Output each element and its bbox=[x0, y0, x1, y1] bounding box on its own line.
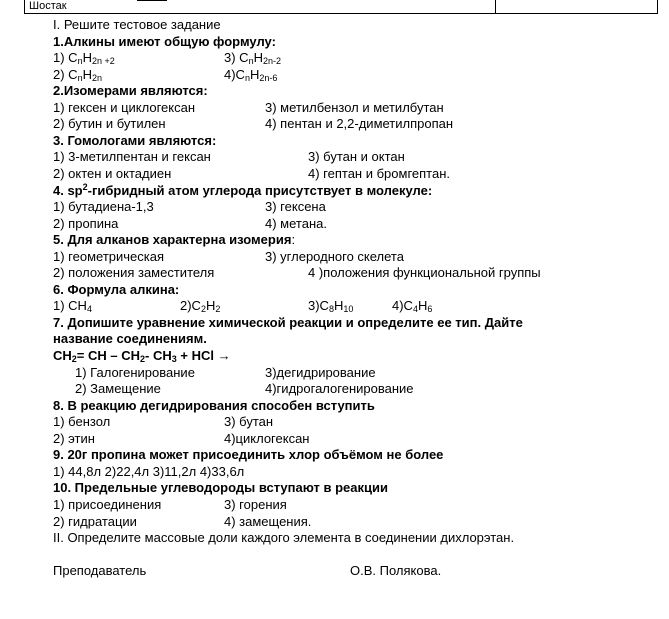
doc-line bbox=[53, 216, 118, 231]
text-run: 3) углеродного скелета bbox=[265, 249, 404, 264]
text-run: 2 bbox=[82, 182, 88, 192]
text-run: 4 )положения функциональной группы bbox=[308, 265, 541, 280]
text-run: 3) метилбензол и метилбутан bbox=[265, 100, 444, 115]
text-run: 4) пентан и 2,2-диметилпропан bbox=[265, 116, 454, 131]
text-run: 4. sp bbox=[53, 183, 83, 198]
text-run: 4 bbox=[86, 304, 92, 314]
text-run: 1) бензол bbox=[53, 414, 111, 429]
header-table-row bbox=[24, 0, 658, 14]
text-run: 1) геометрическая bbox=[53, 249, 165, 264]
text-run: 3. Гомологами являются: bbox=[53, 133, 217, 148]
text-run: H bbox=[333, 298, 344, 313]
doc-line bbox=[53, 83, 208, 98]
text-run: 4)гидрогалогенирование bbox=[265, 381, 414, 396]
text-run: 3) бутан и октан bbox=[308, 149, 405, 164]
text-run: 2) пропина bbox=[53, 216, 119, 231]
text-run: n bbox=[244, 73, 250, 83]
doc-line-option bbox=[265, 116, 453, 131]
teacher-name: О.В. Полякова. bbox=[350, 563, 442, 578]
text-run: 4) замещения. bbox=[224, 514, 312, 529]
text-run: 3)C bbox=[308, 298, 329, 313]
doc-line bbox=[53, 414, 110, 429]
text-run: 2n-2 bbox=[262, 56, 281, 66]
text-run: CH bbox=[53, 348, 72, 363]
text-run: H bbox=[205, 298, 216, 313]
text-run: 2) гидратации bbox=[53, 514, 137, 529]
text-run: n bbox=[77, 73, 83, 83]
text-run: 7. Допишите уравнение химической реакции и определите ее тип. Дайте bbox=[53, 315, 523, 330]
text-run: H bbox=[417, 298, 428, 313]
text-run: I. Решите тестовое задание bbox=[53, 17, 221, 32]
doc-line-option bbox=[392, 298, 432, 313]
doc-line-option bbox=[265, 381, 414, 396]
doc-line bbox=[53, 133, 216, 148]
text-run: 8. В реакцию дегидрирования способен вступить bbox=[53, 398, 375, 413]
text-run: 2n bbox=[91, 73, 102, 83]
text-run: 2 bbox=[71, 354, 77, 364]
doc-line bbox=[53, 331, 207, 346]
text-run: -гибридный атом углерода присутствует в молекуле: bbox=[87, 183, 433, 198]
text-run: 2) октен и октадиен bbox=[53, 166, 172, 181]
doc-line-option bbox=[308, 298, 353, 313]
text-run: 4) метана. bbox=[265, 216, 327, 231]
text-run: 4)циклогексан bbox=[224, 431, 310, 446]
doc-line bbox=[53, 348, 231, 363]
doc-line bbox=[53, 530, 514, 545]
doc-line bbox=[53, 199, 154, 214]
text-run: 1) 3-метилпентан и гексан bbox=[53, 149, 211, 164]
text-run: 8 bbox=[328, 304, 334, 314]
text-run: 4)C bbox=[392, 298, 413, 313]
doc-line bbox=[53, 398, 375, 413]
text-run: 6. Формула алкина: bbox=[53, 282, 180, 297]
text-run: 10 bbox=[343, 304, 354, 314]
text-run: 4) гептан и бромгептан. bbox=[308, 166, 450, 181]
text-run: n bbox=[248, 56, 254, 66]
text-run: 10. Предельные углеводороды вступают в реакции bbox=[53, 480, 388, 495]
doc-line bbox=[53, 17, 221, 32]
doc-line bbox=[53, 67, 102, 82]
doc-line bbox=[53, 480, 388, 495]
text-run: 2 bbox=[215, 304, 221, 314]
doc-line bbox=[53, 149, 211, 164]
text-run: 1) CH bbox=[53, 298, 87, 313]
text-run: H bbox=[253, 50, 263, 65]
doc-line bbox=[53, 497, 161, 512]
text-run: II. Определите массовые доли каждого элемента в соединении дихлорэтан. bbox=[53, 530, 515, 545]
text-run: 3)дегидрирование bbox=[265, 365, 376, 380]
doc-line-option bbox=[308, 149, 405, 164]
doc-line bbox=[53, 249, 164, 264]
text-run: 1) C bbox=[53, 50, 78, 65]
text-run: H bbox=[249, 67, 260, 82]
text-run: название соединениям. bbox=[53, 331, 207, 346]
text-run: n bbox=[77, 56, 83, 66]
doc-line-option bbox=[265, 100, 444, 115]
doc-line-option bbox=[308, 265, 541, 280]
doc-line-option bbox=[224, 414, 273, 429]
doc-line bbox=[53, 514, 137, 529]
text-run: + HCl → bbox=[176, 348, 231, 363]
doc-line bbox=[53, 166, 171, 181]
doc-line-option bbox=[224, 67, 277, 82]
text-run: 3) гексена bbox=[265, 199, 326, 214]
doc-line bbox=[53, 34, 276, 49]
text-run: 2.Изомерами являются: bbox=[53, 83, 208, 98]
text-run: 2n-6 bbox=[259, 73, 278, 83]
teacher-label: Преподаватель bbox=[53, 563, 147, 578]
text-run: = CH – CH bbox=[76, 348, 141, 363]
doc-line bbox=[53, 431, 95, 446]
doc-line bbox=[53, 282, 179, 297]
text-run: 4)C bbox=[224, 67, 245, 82]
text-run: 1) 44,8л 2)22,4л 3)11,2л 4)33,6л bbox=[53, 464, 245, 479]
doc-line-option bbox=[224, 431, 310, 446]
text-run: 1) гексен и циклогексан bbox=[53, 100, 196, 115]
doc-line bbox=[53, 50, 115, 65]
text-run: 2) C bbox=[53, 67, 78, 82]
doc-line bbox=[53, 265, 214, 280]
doc-line-option bbox=[265, 216, 327, 231]
doc-line-option bbox=[224, 497, 287, 512]
header-mark bbox=[137, 0, 167, 1]
doc-line-option bbox=[265, 249, 404, 264]
text-run: H bbox=[82, 67, 92, 82]
text-run: 2) этин bbox=[53, 431, 95, 446]
header-cell-divider bbox=[495, 0, 496, 14]
doc-line bbox=[75, 381, 161, 396]
text-run: 3 bbox=[171, 354, 177, 364]
text-run: 2n +2 bbox=[91, 56, 115, 66]
text-run: H bbox=[82, 50, 92, 65]
text-run: 3) C bbox=[224, 50, 249, 65]
text-run: 2) Замещение bbox=[75, 381, 161, 396]
doc-line-option bbox=[224, 514, 311, 529]
doc-line-option bbox=[180, 298, 220, 313]
text-run: 2) положения заместителя bbox=[53, 265, 215, 280]
text-run: 2) бутин и бутилен bbox=[53, 116, 166, 131]
doc-line bbox=[53, 183, 432, 198]
text-run: 5. Для алканов характерна изомерия bbox=[53, 232, 292, 247]
text-run: 3) бутан bbox=[224, 414, 274, 429]
text-run: 2 bbox=[200, 304, 206, 314]
doc-line-option bbox=[308, 166, 450, 181]
doc-line bbox=[53, 116, 166, 131]
text-run: 3) горения bbox=[224, 497, 287, 512]
text-run: 1) бутадиена-1,3 bbox=[53, 199, 154, 214]
text-run: 9. 20г пропина может присоединить хлор объёмом не более bbox=[53, 447, 444, 462]
text-run: 2)C bbox=[180, 298, 201, 313]
text-run: - CH bbox=[145, 348, 172, 363]
doc-line-option bbox=[265, 365, 376, 380]
text-run: 2 bbox=[140, 354, 146, 364]
text-run: 1) Галогенирование bbox=[75, 365, 195, 380]
doc-line bbox=[53, 464, 244, 479]
doc-line bbox=[53, 232, 295, 247]
doc-line bbox=[53, 447, 443, 462]
text-run: 4 bbox=[412, 304, 418, 314]
header-cell-name: Шостак bbox=[29, 0, 67, 12]
text-run: 6 bbox=[427, 304, 433, 314]
doc-line-option bbox=[265, 199, 326, 214]
text-run: 1.Алкины имеют общую формулу: bbox=[53, 34, 276, 49]
doc-line bbox=[75, 365, 195, 380]
doc-line bbox=[53, 315, 523, 330]
doc-line bbox=[53, 298, 92, 313]
text-run: : bbox=[291, 232, 296, 247]
doc-line bbox=[53, 100, 195, 115]
doc-line-option bbox=[224, 50, 281, 65]
text-run: 1) присоединения bbox=[53, 497, 162, 512]
